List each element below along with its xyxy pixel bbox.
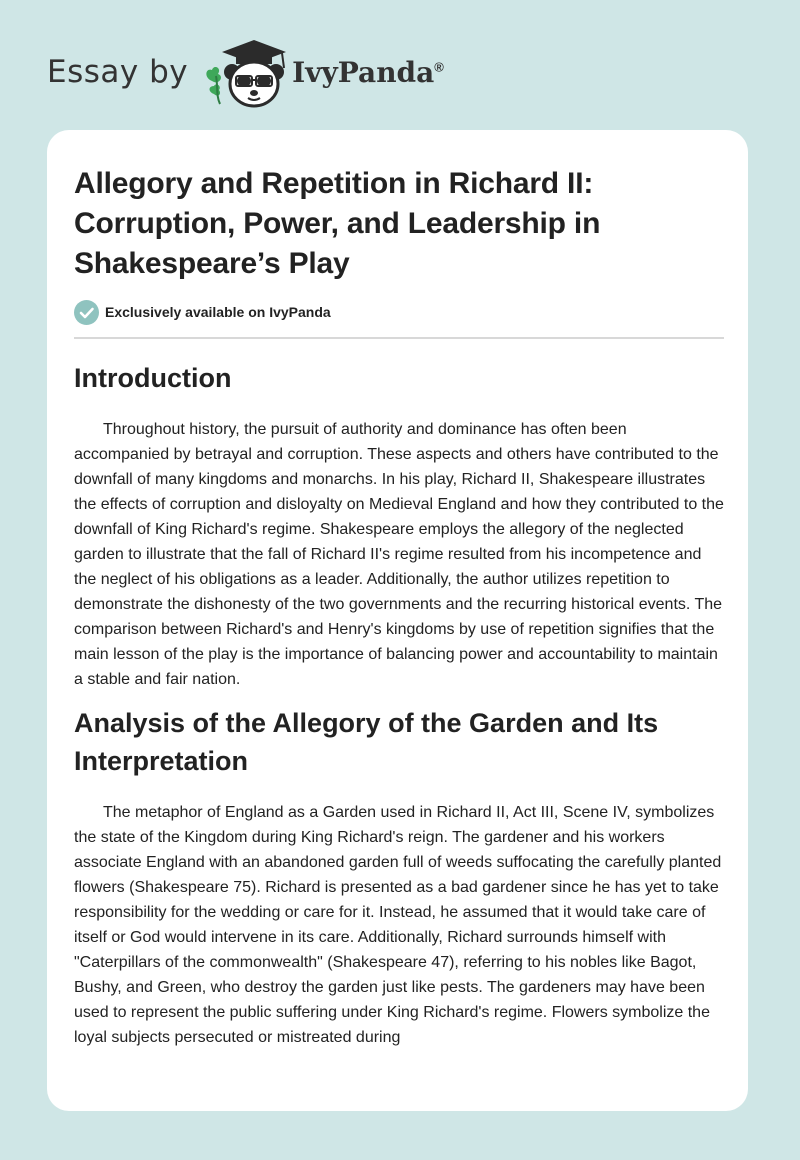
- check-circle-icon: [74, 300, 99, 325]
- exclusive-badge: [74, 299, 724, 325]
- page-title: Allegory and Repetition in Richard II: Corruption, Power, and Leadership in Shakespeare’s Play: [74, 167, 601, 280]
- essay-card: [47, 130, 748, 1111]
- section-heading-introduction: Introduction: [74, 363, 232, 393]
- brand-name: [292, 56, 444, 89]
- essay-content: [74, 164, 724, 1050]
- panda-graduate-logo-icon: [202, 36, 294, 108]
- brand-header[interactable]: [47, 36, 444, 108]
- brand-name-text: IvyPanda: [292, 55, 435, 89]
- brand-prefix: Essay by: [47, 54, 189, 90]
- registered-mark: ®: [434, 59, 444, 75]
- section-paragraph-analysis: The metaphor of England as a Garden used in Richard II, Act III, Scene IV, symbolizes the state of the Kingdom during King Richard's reign. The gardener and his workers associate England with an abandoned garden full of weeds suffocating the carefully planted flowers (Shakespeare 75). Richard is presented as a bad gardener since he has yet to take responsibility for the wedding or care for it. Instead, he assumed that it would take care of itself or God would intervene in its care. Additionally, Richard surrounds himself with "Caterpillars of the commonwealth" (Shakespeare 47), referring to his nobles like Bagot, Bushy, and Green, who destroy the garden just like pests. The gardeners may have been used to represent the public suffering under King Richard's regime. Flowers symbolize the loyal subjects persecuted or mistreated during: [74, 804, 722, 1046]
- section-paragraph-introduction: Throughout history, the pursuit of authority and dominance has often been accompanied by betrayal and corruption. These aspects and others have contributed to the downfall of many kingdoms and monarchs. In his play, Richard II, Shakespeare illustrates the effects of corruption and disloyalty on Medieval England and how they contributed to the downfall of King Richard's regime. Shakespeare employs the allegory of the neglected garden to illustrate that the fall of Richard II's regime resulted from his incompetence and the neglect of his obligations as a leader. Additionally, the author utilizes repetition to demonstrate the dishonesty of the two governments and the recurring historical events. The comparison between Richard's and Henry's kingdoms by use of repetition signifies that the main lesson of the play is the importance of balancing power and accountability to maintain a stable and fair nation.: [74, 421, 724, 688]
- divider: [74, 337, 724, 339]
- exclusive-text: Exclusively available on IvyPanda: [105, 304, 331, 320]
- section-heading-analysis: Analysis of the Allegory of the Garden and Its Interpretation: [74, 708, 659, 776]
